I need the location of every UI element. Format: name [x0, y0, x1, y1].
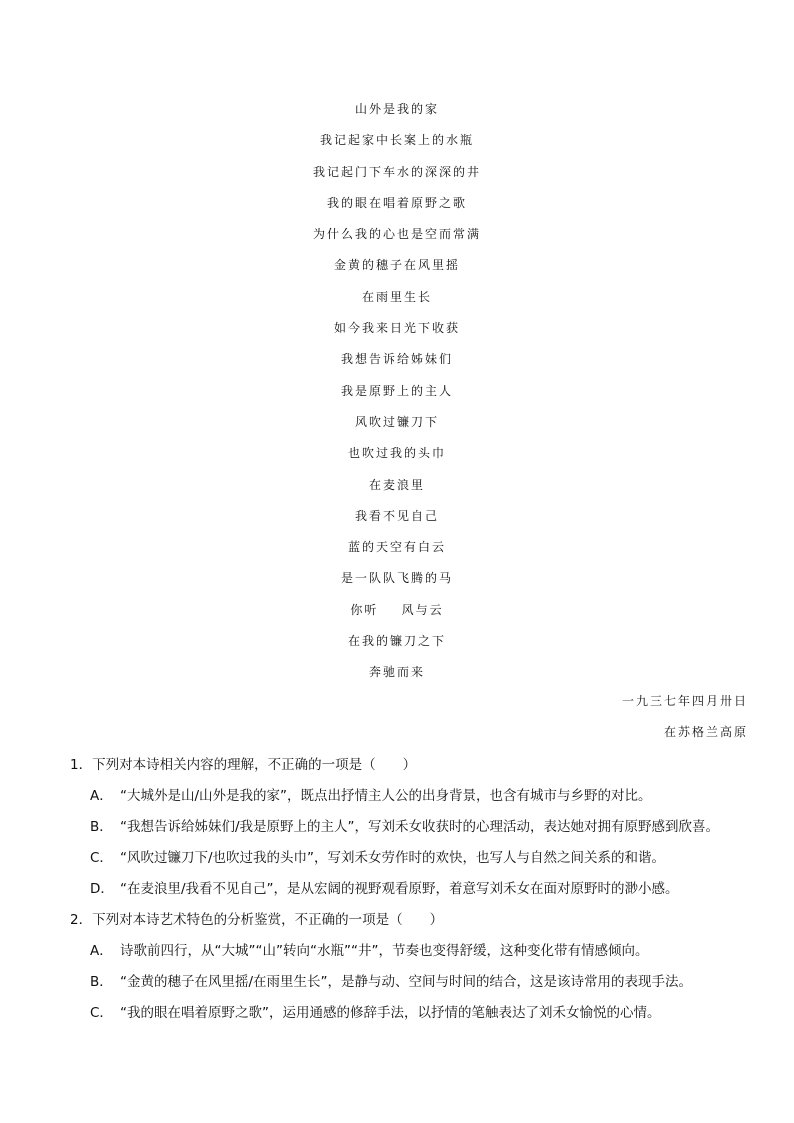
- poem-line: 奔驰而来: [368, 665, 425, 680]
- option-text: “在麦浪里/我看不见自己”，是从宏阔的视野观看原野，着意写刘禾女在面对原野时的渺小感。: [120, 881, 679, 897]
- option-letter: A．: [90, 943, 113, 959]
- poem-line: 金黄的穗子在风里摇: [333, 258, 460, 273]
- question-option: [70, 878, 760, 909]
- poem-line: 我的眼在唱着原野之歌: [326, 195, 467, 210]
- question-stem: 2．下列对本诗艺术特色的分析鉴赏，不正确的一项是（ ）: [70, 912, 444, 928]
- question-option: [70, 816, 760, 847]
- option-letter: B．: [90, 819, 113, 835]
- poem-line: 在雨里生长: [361, 289, 432, 304]
- poem-line: 风吹过镰刀下: [354, 414, 439, 429]
- option-text: “风吹过镰刀下/也吹过我的头巾”，写刘禾女劳作时的欢快，也写人与自然之间关系的和谐。: [120, 850, 666, 866]
- poem-line: 我是原野上的主人: [340, 383, 453, 398]
- option-letter: C．: [90, 850, 113, 866]
- poem-line: 在麦浪里: [368, 477, 425, 492]
- poem-line: 我想告诉给姊妹们: [340, 352, 453, 367]
- poem-line: 蓝的天空有白云: [347, 540, 446, 555]
- question-option: [70, 1002, 760, 1033]
- poem-place: 在苏格兰高原: [663, 725, 748, 739]
- question-option: [70, 785, 760, 816]
- poem-line: 如今我来日光下收获: [333, 321, 460, 336]
- option-text: “大城外是山/山外是我的家”，既点出抒情主人公的出身背景，也含有城市与乡野的对比。: [120, 788, 652, 804]
- poem-line: 为什么我的心也是空而常满: [312, 227, 481, 242]
- poem-line: 在我的镰刀之下: [347, 634, 446, 649]
- poem-date: 一九三七年四月卅日: [621, 694, 748, 708]
- option-letter: C．: [90, 1005, 113, 1021]
- question-option: [70, 971, 760, 1002]
- option-letter: B．: [90, 974, 113, 990]
- poem-line: 是一队队飞腾的马: [340, 571, 453, 586]
- question-list: [70, 754, 760, 1033]
- question-option: [70, 940, 760, 971]
- poem-line: 我看不见自己: [354, 508, 439, 523]
- question-stem: 1．下列对本诗相关内容的理解，不正确的一项是（ ）: [70, 757, 417, 773]
- option-letter: A．: [90, 788, 113, 804]
- poem-line: 山外是我的家: [354, 102, 439, 116]
- option-text: 诗歌前四行，从“大城”“山”转向“水瓶”“井”，节奏也变得舒缓，这种变化带有情感倾向。: [120, 943, 649, 959]
- option-text: “金黄的穗子在风里摇/在雨里生长”，是静与动、空间与时间的结合，这是该诗常用的表现手法。: [120, 974, 693, 990]
- poem-line: 我记起家中长案上的水瓶: [319, 133, 474, 148]
- poem-line: 你听 风与云: [350, 602, 444, 617]
- poem-line: 我记起门下车水的深深的井: [312, 164, 481, 179]
- poem: [0, 98, 794, 693]
- option-letter: D．: [90, 881, 114, 897]
- question-option: [70, 847, 760, 878]
- option-text: “我的眼在唱着原野之歌”，运用通感的修辞手法，以抒情的笔触表达了刘禾女愉悦的心情。: [120, 1005, 661, 1021]
- poem-line: 也吹过我的头巾: [347, 446, 446, 461]
- option-text: “我想告诉给姊妹们/我是原野上的主人”，写刘禾女收获时的心理活动，表达她对拥有原野感到欣喜。: [120, 819, 720, 835]
